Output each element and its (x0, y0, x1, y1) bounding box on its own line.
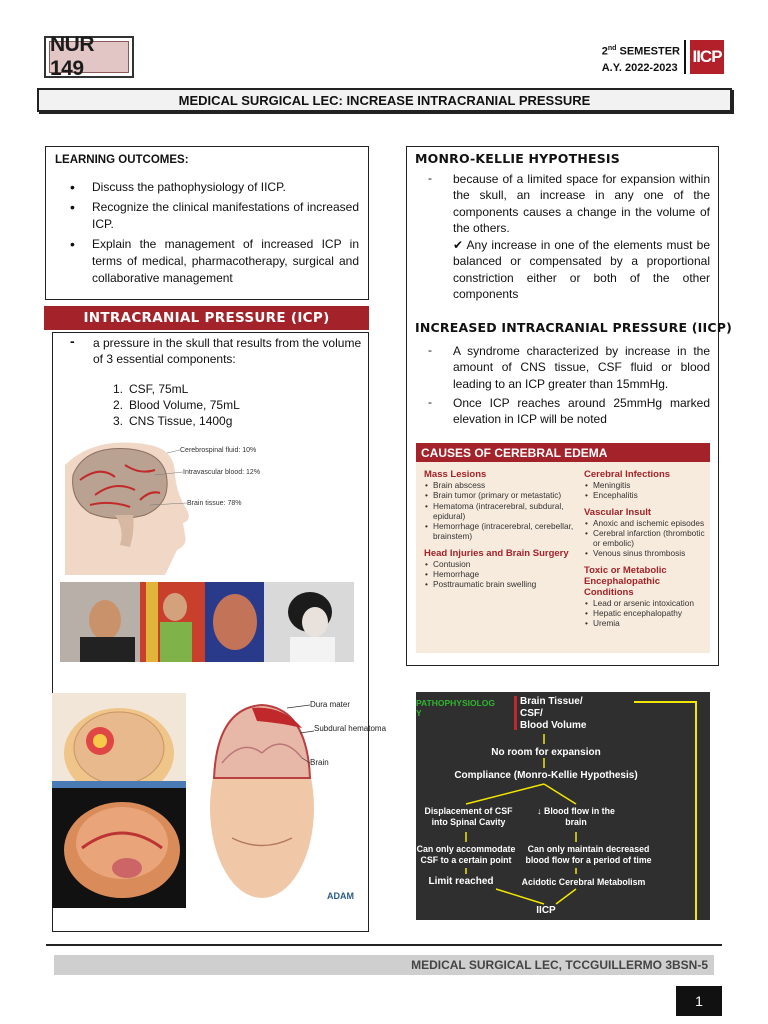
dura-mater-label: Dura mater (310, 700, 351, 709)
brain-label: Brain (310, 758, 329, 767)
edema-cause: • Lead or arsenic intoxication (584, 598, 710, 608)
cerebral-edema-heading: CAUSES OF CEREBRAL EDEMA (416, 443, 710, 462)
outcome-item: • Explain the management of increased ICP in terms of medical, pharmacotherapy, surgical and collaborative management (55, 236, 359, 287)
brain-tissue-percent-label: Brain tissue: 78% (187, 500, 242, 507)
edema-left-column (424, 467, 574, 590)
semester-number: 2 (601, 45, 608, 58)
pathophysiology-flowchart (416, 692, 710, 920)
edema-cause: • Brain abscess (424, 480, 574, 490)
flow-step-iicp: IICP (536, 905, 556, 916)
flow-step-compliance: Compliance (Monro-Kellie Hypothesis) (454, 770, 638, 781)
edema-cause: • Cerebral infarction (thrombotic or embolic) (584, 528, 710, 549)
cerebral-edema-table (416, 443, 710, 653)
subdural-hematoma-illustration (202, 693, 387, 905)
flow-step-components: Brain Tissue/ CSF/ Blood Volume (520, 696, 587, 731)
monro-dash: - (428, 171, 432, 185)
edema-cause: • Brain tumor (primary or metastatic) (424, 490, 574, 500)
edema-cause: • Hemorrhage (intracerebral, cerebellar, brainstem) (424, 521, 574, 542)
iicp-heading: INCREASED INTRACRANIAL PRESSURE (IICP) (415, 320, 733, 335)
subdural-hematoma-label: Subdural hematoma (314, 724, 387, 733)
footer-divider (46, 944, 722, 946)
edema-cause: • Hepatic encephalopathy (584, 608, 710, 618)
edema-cause: • Hematoma (intracerebral, subdural, epidural) (424, 501, 574, 522)
edema-cause: • Anoxic and ischemic episodes (584, 518, 710, 528)
brain-tumor-illustration (52, 693, 186, 788)
edema-cause: • Contusion (424, 559, 574, 569)
pathophysiology-label: PATHOPHYSIOLOG Y (416, 698, 496, 718)
learning-outcomes-heading: LEARNING OUTCOMES: (55, 154, 189, 166)
academic-year: A.Y. 2022-2023 (601, 61, 678, 74)
edema-cause: • Meningitis (584, 480, 710, 490)
icp-component: 3. CNS Tissue, 1400g (113, 414, 233, 428)
edema-cause: • Venous sinus thrombosis (584, 548, 710, 558)
icp-heading: INTRACRANIAL PRESSURE (ICP) (44, 306, 369, 330)
edema-cause: • Hemorrhage (424, 569, 574, 579)
adam-credit: ADAM (327, 891, 354, 901)
edema-category: Mass Lesions (424, 469, 487, 480)
monro-kellie-text: because of a limited space for expansion within the skull, an increase in any one of the components causes a change in the volume of the others. (453, 172, 710, 235)
flow-step-no-room: No room for expansion (491, 747, 601, 758)
outcome-item: • Discuss the pathophysiology of IICP. (55, 179, 359, 196)
iicp-dash: - (428, 343, 432, 357)
flow-step-blood-flow: ↓ Blood flow in the brain (537, 806, 615, 827)
sagittal-brain-image (52, 788, 186, 908)
outcome-item: • Recognize the clinical manifestations of increased ICP. (55, 199, 359, 233)
edema-category: Vascular Insult (584, 506, 652, 518)
icp-component: 1. CSF, 75mL (113, 382, 189, 396)
iicp-definition: A syndrome characterized by increase in the amount of CNS tissue, CSF fluid or blood leading to an ICP greater than 15mmHg. (453, 344, 710, 391)
edema-category: Cerebral Infections (584, 469, 671, 480)
edema-cause: • Encephalitis (584, 490, 710, 500)
icp-component: 2. Blood Volume, 75mL (113, 398, 240, 412)
edema-right-column (584, 467, 710, 629)
course-code: NUR 149 (49, 41, 129, 73)
edema-cause: • Uremia (584, 618, 710, 628)
semester-info (602, 41, 680, 76)
blood-percent-label: Intravascular blood: 12% (183, 469, 261, 476)
page-number: 1 (676, 986, 722, 1016)
icp-dash: - (70, 333, 75, 349)
footer-bar: MEDICAL SURGICAL LEC, TCCGUILLERMO 3BSN-5 (54, 955, 714, 975)
headache-photos (60, 582, 354, 662)
edema-cause: • Posttraumatic brain swelling (424, 579, 574, 589)
iicp-dash: - (428, 395, 432, 409)
monro-kellie-note: ✔ Any increase in one of the elements must be balanced or compensated by a proportional constriction either or both of the other components (453, 238, 710, 301)
page-title: MEDICAL SURGICAL LEC: INCREASE INTRACRANIAL PRESSURE (37, 88, 732, 112)
brain-volume-illustration (55, 435, 285, 575)
iicp-logo: IICP (690, 40, 724, 74)
iicp-threshold: Once ICP reaches around 25mmHg marked elevation in ICP will be noted (453, 396, 710, 427)
logo-divider (684, 40, 686, 74)
flow-step-blood-limit: Can only maintain decreased blood flow for a period of time (525, 844, 652, 865)
semester-label: SEMESTER (616, 45, 680, 58)
flow-step-csf-limit: Can only accommodate CSF to a certain point (416, 844, 516, 865)
learning-outcomes-box (45, 146, 369, 300)
flow-step-limit-reached: Limit reached (428, 876, 494, 887)
monro-kellie-heading: MONRO-KELLIE HYPOTHESIS (415, 151, 620, 166)
icp-components-list (113, 381, 240, 429)
csf-percent-label: Cerebrospinal fluid: 10% (180, 447, 257, 454)
edema-category: Head Injuries and Brain Surgery (424, 547, 569, 559)
edema-category: Toxic or Metabolic Encephalopathic Conditions (584, 564, 667, 598)
learning-outcomes-list (55, 179, 359, 287)
flow-step-acidotic-metabolism: Acidotic Cerebral Metabolism (521, 877, 646, 887)
course-code-box (44, 33, 134, 80)
flow-step-csf-displacement: Displacement of CSF into Spinal Cavity (424, 806, 513, 827)
semester-suffix: nd (607, 45, 617, 52)
icp-definition: a pressure in the skull that results from the volume of 3 essential components: (93, 336, 362, 366)
